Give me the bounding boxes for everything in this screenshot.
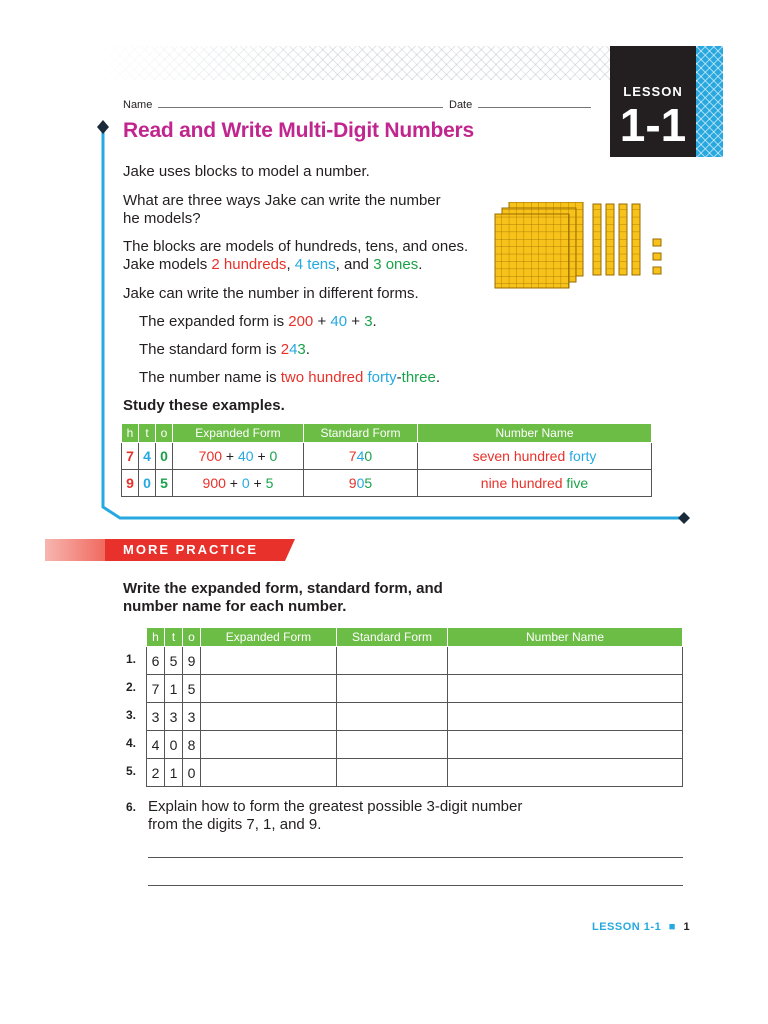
digit-h: 7 xyxy=(147,675,165,703)
banner-stripes xyxy=(45,539,105,561)
header-t: t xyxy=(139,424,156,443)
digit-t: 0 xyxy=(139,470,156,497)
number-name-ones: five xyxy=(566,475,589,491)
hundred-flat xyxy=(495,214,569,288)
hyphen: - xyxy=(396,369,402,386)
intro-question-line-1: What are three ways Jake can write the number xyxy=(123,192,441,209)
number-name-sentence xyxy=(139,369,440,387)
period: . xyxy=(305,341,310,358)
standard-prefix: The standard form is xyxy=(139,341,281,358)
footer-lesson: LESSON 1-1 xyxy=(592,921,662,933)
header-o: o xyxy=(183,628,201,647)
tens-count: 4 tens xyxy=(294,256,336,273)
answer-line[interactable] xyxy=(148,857,683,858)
plus: + xyxy=(249,475,266,491)
table-header-row xyxy=(122,424,652,443)
question-6-line-1: Explain how to form the greatest possible 3-digit number xyxy=(148,798,523,815)
intro-question-line-2: he models? xyxy=(123,210,201,227)
problem-number: 1. xyxy=(126,652,137,666)
one-cube xyxy=(653,239,661,246)
digit-t: 0 xyxy=(165,731,183,759)
expanded-hundreds: 900 xyxy=(202,475,226,491)
problem-number: 4. xyxy=(126,736,137,750)
standard-ones: 0 xyxy=(364,448,373,464)
period: . xyxy=(418,256,423,273)
practice-table xyxy=(146,627,683,787)
number-name-prefix: The number name is xyxy=(139,369,281,386)
expanded-hundreds: 200 xyxy=(288,313,314,330)
header-h: h xyxy=(122,424,139,443)
digit-o: 5 xyxy=(183,675,201,703)
number-name-answer[interactable] xyxy=(448,703,683,731)
header-number-name: Number Name xyxy=(418,424,652,443)
digit-h: 3 xyxy=(147,703,165,731)
period: . xyxy=(372,313,377,330)
intro-models-line-1: The blocks are models of hundreds, tens, and ones. xyxy=(123,238,469,255)
practice-instructions xyxy=(123,580,443,616)
page-title: Read and Write Multi-Digit Numbers xyxy=(123,119,474,142)
standard-hundreds: 7 xyxy=(348,448,357,464)
digit-o: 5 xyxy=(156,470,173,497)
expanded-form-answer[interactable] xyxy=(201,703,337,731)
standard-tens: 4 xyxy=(356,448,365,464)
comma: , xyxy=(286,256,295,273)
period: . xyxy=(435,369,441,386)
standard-ones: 3 xyxy=(297,341,306,358)
expanded-ones: 3 xyxy=(364,313,373,330)
date-label: Date xyxy=(449,99,473,111)
number-name-hundreds: nine hundred xyxy=(480,475,563,491)
intro-question xyxy=(123,192,441,228)
header-t: t xyxy=(165,628,183,647)
header-standard-form: Standard Form xyxy=(337,628,448,647)
question-6-text xyxy=(148,798,522,834)
expanded-form-cell xyxy=(173,443,304,470)
table-row xyxy=(147,759,683,787)
study-examples-heading: Study these examples. xyxy=(123,397,285,414)
standard-form-answer[interactable] xyxy=(337,759,448,787)
standard-tens: 4 xyxy=(289,341,298,358)
header-pattern xyxy=(95,46,610,80)
digit-h: 2 xyxy=(147,759,165,787)
digit-h: 7 xyxy=(122,443,139,470)
plus: + xyxy=(313,313,331,330)
plus: + xyxy=(225,475,242,491)
number-name-cell xyxy=(418,443,652,470)
header-h: h xyxy=(147,628,165,647)
plus: + xyxy=(253,448,270,464)
hundreds-count: 2 hundreds xyxy=(211,256,287,273)
number-name-answer[interactable] xyxy=(448,647,683,675)
header-expanded-form: Expanded Form xyxy=(173,424,304,443)
digit-t: 5 xyxy=(165,647,183,675)
intro-forms: Jake can write the number in different forms. xyxy=(123,285,419,302)
digit-t: 3 xyxy=(165,703,183,731)
standard-form-answer[interactable] xyxy=(337,703,448,731)
table-row xyxy=(147,731,683,759)
bullet-icon: ■ xyxy=(668,921,676,933)
ten-rod xyxy=(632,204,640,275)
intro-text-1: Jake uses blocks to model a number. xyxy=(123,163,370,180)
models-prefix: Jake models xyxy=(123,256,212,273)
digit-o: 9 xyxy=(183,647,201,675)
ten-rod xyxy=(593,204,601,275)
table-row xyxy=(122,443,652,470)
ten-rod xyxy=(606,204,614,275)
number-name-tens: forty xyxy=(569,448,597,464)
table-header-row xyxy=(147,628,683,647)
expanded-prefix: The expanded form is xyxy=(139,313,289,330)
standard-hundreds: 9 xyxy=(348,475,357,491)
standard-tens: 0 xyxy=(356,475,365,491)
name-label: Name xyxy=(123,99,153,111)
problem-number: 6. xyxy=(126,800,137,814)
header-standard-form: Standard Form xyxy=(304,424,418,443)
table-row xyxy=(147,675,683,703)
standard-hundreds: 2 xyxy=(280,341,290,358)
expanded-hundreds: 700 xyxy=(198,448,223,464)
digit-o: 3 xyxy=(183,703,201,731)
number-name-answer[interactable] xyxy=(448,731,683,759)
standard-form-cell xyxy=(304,470,418,497)
expanded-ones: 0 xyxy=(269,448,278,464)
lesson-label: LESSON xyxy=(623,84,683,99)
expanded-form-sentence xyxy=(139,313,377,331)
instructions-line-1: Write the expanded form, standard form, and xyxy=(123,580,443,597)
number-name-answer[interactable] xyxy=(448,759,683,787)
examples-table xyxy=(121,423,652,497)
number-name-answer[interactable] xyxy=(448,675,683,703)
header-o: o xyxy=(156,424,173,443)
standard-form-answer[interactable] xyxy=(337,647,448,675)
standard-form-cell xyxy=(304,443,418,470)
digit-t: 4 xyxy=(139,443,156,470)
table-row xyxy=(147,703,683,731)
plus: + xyxy=(347,313,365,330)
intro-models xyxy=(123,238,468,274)
expanded-form-answer[interactable] xyxy=(201,647,337,675)
date-field[interactable] xyxy=(449,98,591,111)
standard-form-sentence xyxy=(139,341,310,359)
digit-t: 1 xyxy=(165,675,183,703)
base-ten-blocks-image xyxy=(494,202,674,292)
instructions-line-2: number name for each number. xyxy=(123,598,347,615)
badge-pattern xyxy=(696,46,723,157)
ones-count: 3 ones xyxy=(373,256,419,273)
and-text: , and xyxy=(335,256,374,273)
expanded-tens: 0 xyxy=(241,475,250,491)
digit-h: 9 xyxy=(122,470,139,497)
answer-line[interactable] xyxy=(148,885,683,886)
number-name-hundreds: seven hundred xyxy=(472,448,566,464)
one-cube xyxy=(653,267,661,274)
standard-ones: 5 xyxy=(364,475,373,491)
number-name-cell xyxy=(418,470,652,497)
expanded-form-answer[interactable] xyxy=(201,759,337,787)
digit-h: 6 xyxy=(147,647,165,675)
expanded-form-cell xyxy=(173,470,304,497)
standard-form-answer[interactable] xyxy=(337,731,448,759)
problem-number: 2. xyxy=(126,680,137,694)
digit-h: 4 xyxy=(147,731,165,759)
table-row xyxy=(122,470,652,497)
header-number-name: Number Name xyxy=(448,628,683,647)
date-line[interactable] xyxy=(478,98,591,108)
question-6-line-2: from the digits 7, 1, and 9. xyxy=(148,816,322,833)
number-name-tens: forty xyxy=(367,369,397,386)
expanded-tens: 40 xyxy=(330,313,348,330)
problem-number: 5. xyxy=(126,764,137,778)
number-name-hundreds: two hundred xyxy=(280,369,364,386)
name-line[interactable] xyxy=(158,98,443,108)
page-number: 1 xyxy=(683,921,691,933)
expanded-form-answer[interactable] xyxy=(201,731,337,759)
one-cube xyxy=(653,253,661,260)
expanded-form-answer[interactable] xyxy=(201,675,337,703)
problem-number: 3. xyxy=(126,708,137,722)
digit-o: 0 xyxy=(156,443,173,470)
standard-form-answer[interactable] xyxy=(337,675,448,703)
digit-t: 1 xyxy=(165,759,183,787)
lesson-number: 1-1 xyxy=(619,99,687,151)
expanded-tens: 40 xyxy=(237,448,254,464)
expanded-ones: 5 xyxy=(265,475,274,491)
header-expanded-form: Expanded Form xyxy=(201,628,337,647)
intro-models-line-2 xyxy=(123,256,468,274)
plus: + xyxy=(222,448,238,464)
digit-o: 0 xyxy=(183,759,201,787)
more-practice-heading: MORE PRACTICE xyxy=(123,542,259,557)
table-row xyxy=(147,647,683,675)
digit-o: 8 xyxy=(183,731,201,759)
number-name-ones: three xyxy=(401,369,436,386)
name-field[interactable] xyxy=(123,98,443,111)
ten-rod xyxy=(619,204,627,275)
page-footer xyxy=(592,921,690,933)
